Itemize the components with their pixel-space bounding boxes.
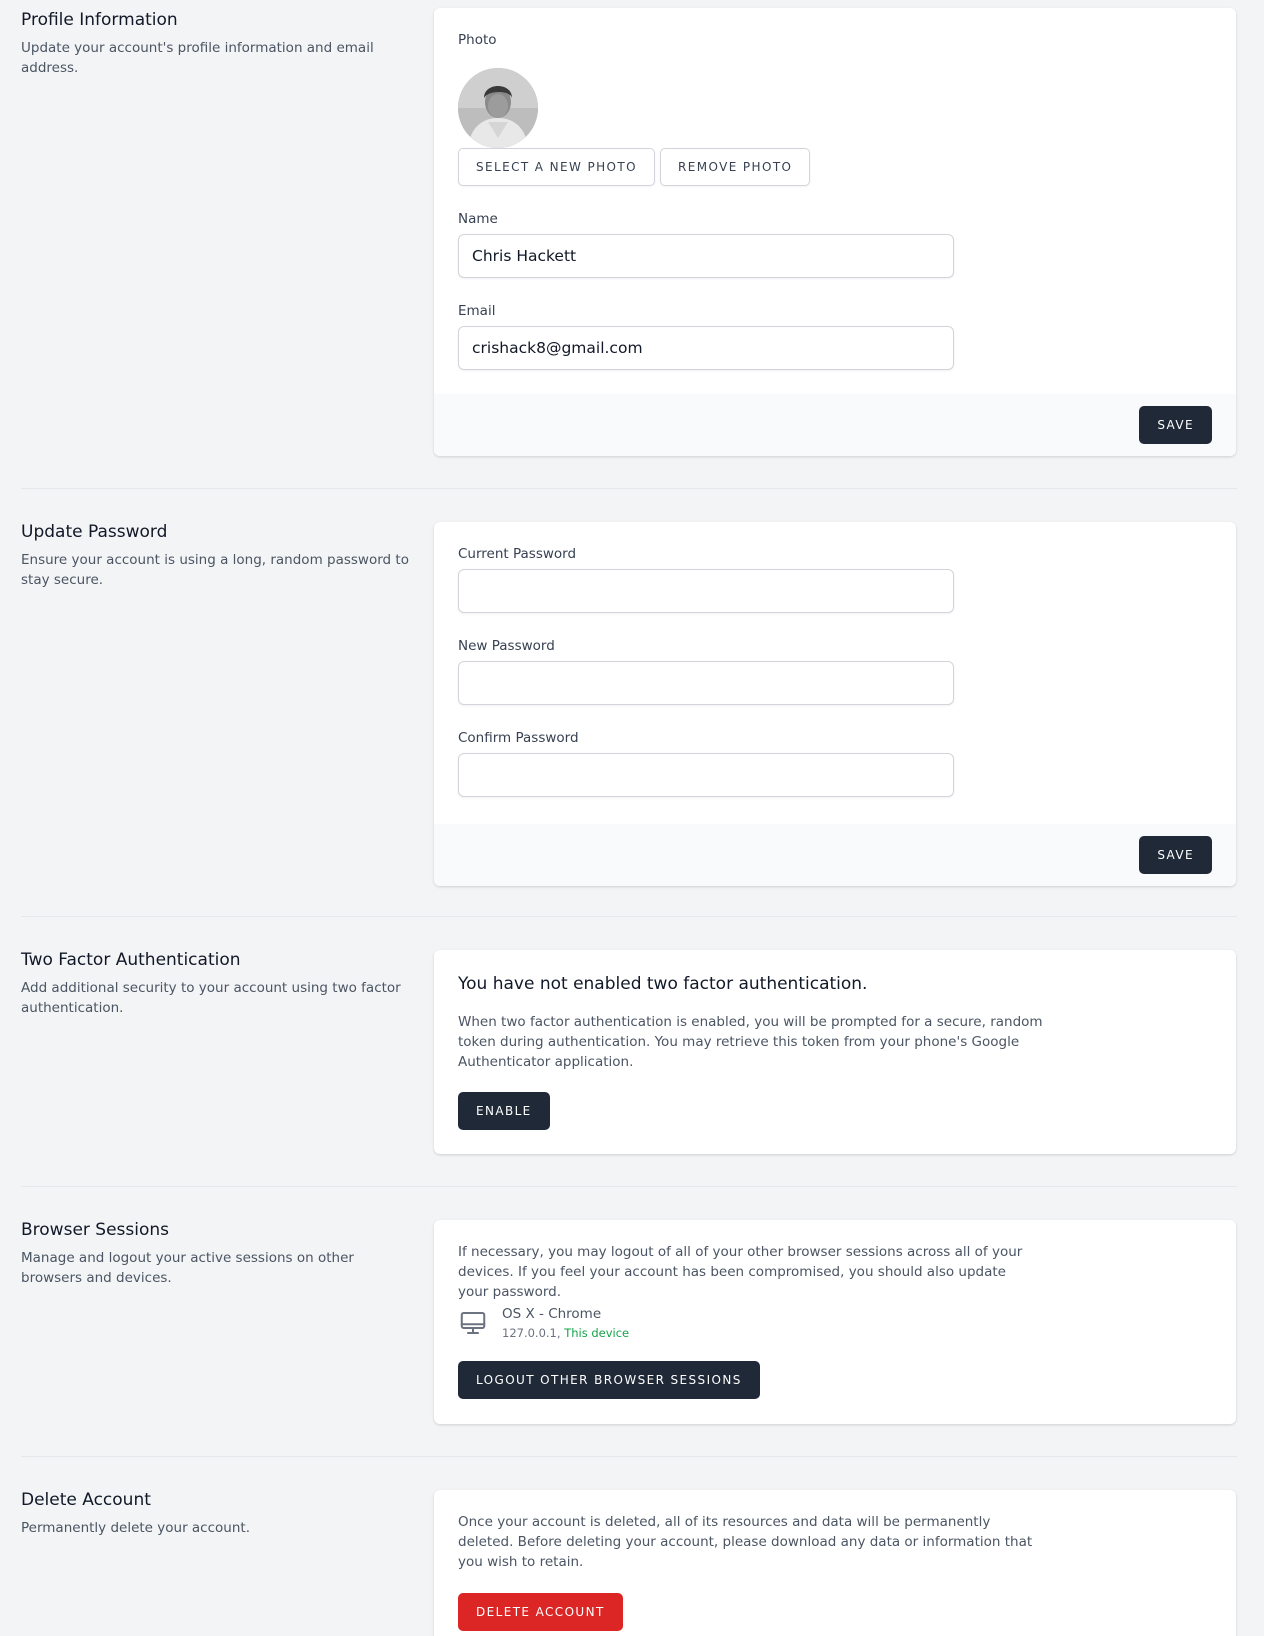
current-password-input[interactable] [458, 569, 954, 613]
password-save-button[interactable]: SAVE [1139, 836, 1212, 874]
avatar [458, 68, 538, 148]
sessions-description: Manage and logout your active sessions on other browsers and devices. [21, 1250, 354, 1286]
sessions-card [434, 1220, 1236, 1424]
new-password-input[interactable] [458, 661, 954, 705]
divider [21, 1456, 1237, 1457]
profile-save-button[interactable]: SAVE [1139, 406, 1212, 444]
divider [21, 488, 1237, 489]
confirm-password-input[interactable] [458, 753, 954, 797]
current-password-label: Current Password [458, 546, 577, 562]
session-device-meta [502, 1326, 629, 1340]
profile-description: Update your account's profile information and email address. [21, 40, 374, 76]
email-input[interactable] [458, 326, 954, 370]
name-label: Name [458, 211, 498, 227]
two-factor-card [434, 950, 1236, 1154]
desktop-icon [458, 1308, 488, 1342]
divider [21, 916, 1237, 917]
confirm-password-label: Confirm Password [458, 730, 579, 746]
sessions-title: Browser Sessions [21, 1220, 170, 1240]
password-aside [21, 520, 411, 590]
delete-body: Once your account is deleted, all of its resources and data will be permanently deleted. Before deleting your account, please download any data or information that you wish to retain. [458, 1514, 1033, 1570]
sessions-body: If necessary, you may logout of all of your other browser sessions across all of your devices. If you feel your account has been compromised, you should also update your password. [458, 1244, 1023, 1300]
two-factor-body: When two factor authentication is enabled, you will be prompted for a secure, random token during authentication. You may retrieve this token from your phone's Google Authenticator application. [458, 1014, 1043, 1070]
remove-photo-button[interactable]: REMOVE PHOTO [660, 148, 810, 186]
sessions-aside [21, 1218, 411, 1288]
two-factor-status-heading: You have not enabled two factor authentication. [458, 974, 868, 994]
password-card-footer [434, 824, 1236, 886]
delete-card [434, 1490, 1236, 1636]
delete-description: Permanently delete your account. [21, 1520, 250, 1536]
two-factor-description: Add additional security to your account using two factor authentication. [21, 980, 401, 1016]
email-label: Email [458, 303, 496, 319]
new-password-label: New Password [458, 638, 555, 654]
divider [21, 1186, 1237, 1187]
this-device-badge: This device [564, 1326, 630, 1340]
profile-card [434, 8, 1236, 456]
two-factor-aside [21, 948, 411, 1018]
logout-other-sessions-button[interactable]: LOGOUT OTHER BROWSER SESSIONS [458, 1361, 760, 1399]
profile-title: Profile Information [21, 10, 178, 30]
password-title: Update Password [21, 522, 168, 542]
profile-aside [21, 8, 411, 78]
photo-label: Photo [458, 32, 497, 48]
name-input[interactable] [458, 234, 954, 278]
session-ip: 127.0.0.1, [502, 1326, 561, 1340]
delete-title: Delete Account [21, 1490, 151, 1510]
delete-aside [21, 1488, 411, 1538]
profile-card-footer [434, 394, 1236, 456]
password-card [434, 522, 1236, 886]
delete-account-button[interactable]: DELETE ACCOUNT [458, 1593, 623, 1631]
select-photo-button[interactable]: SELECT A NEW PHOTO [458, 148, 655, 186]
session-device-name: OS X - Chrome [502, 1306, 602, 1322]
password-description: Ensure your account is using a long, random password to stay secure. [21, 552, 409, 588]
enable-two-factor-button[interactable]: ENABLE [458, 1092, 550, 1130]
two-factor-title: Two Factor Authentication [21, 950, 241, 970]
